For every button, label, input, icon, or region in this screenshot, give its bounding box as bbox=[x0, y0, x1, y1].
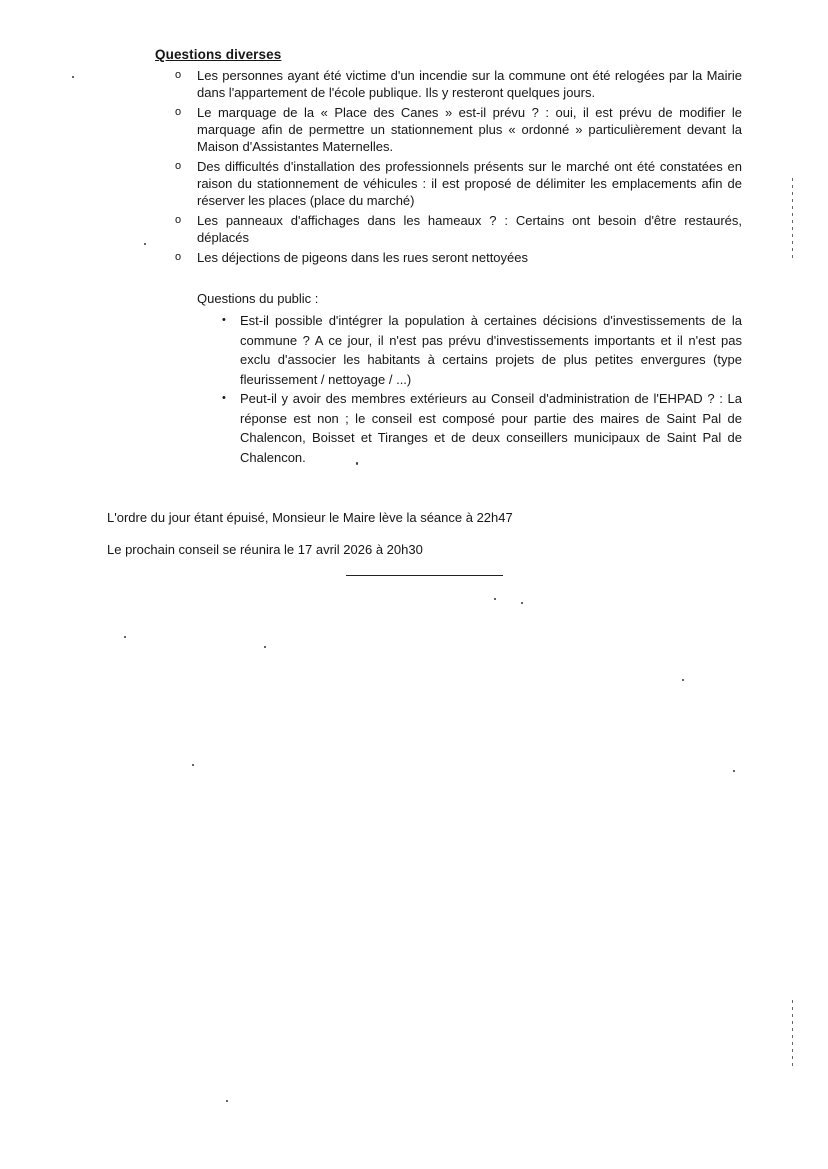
public-question-item bbox=[222, 311, 742, 389]
list-item bbox=[170, 249, 742, 266]
scan-speck bbox=[226, 1100, 228, 1102]
questions-list bbox=[170, 67, 742, 269]
scan-speck bbox=[144, 243, 146, 245]
list-item-text: Le marquage de la « Place des Canes » est-il prévu ? : oui, il est prévu de modifier le marquage afin de permettre un stationnement plus « ordonné » particulièrement devant la Maison d'Assistantes Maternelles. bbox=[197, 105, 742, 154]
scan-speck bbox=[192, 764, 194, 766]
list-item bbox=[170, 212, 742, 246]
scan-speck bbox=[124, 636, 126, 638]
scan-speck bbox=[494, 598, 496, 600]
circle-bullet-icon: o bbox=[175, 69, 182, 81]
list-item bbox=[170, 158, 742, 209]
disc-bullet-icon: • bbox=[222, 314, 226, 326]
disc-bullet-icon: • bbox=[222, 392, 226, 404]
scan-edge-mark bbox=[792, 1000, 793, 1070]
circle-bullet-icon: o bbox=[175, 251, 182, 263]
section-title: Questions diverses bbox=[155, 47, 282, 62]
public-questions-list bbox=[222, 311, 742, 467]
scan-speck bbox=[682, 679, 684, 681]
public-question-item bbox=[222, 389, 742, 467]
public-question-text: Est-il possible d'intégrer la population à certaines décisions d'investissements de la commune ? A ce jour, il n'est pas prévu d'investissements importants et il n'est pas exclu d'associer les habitants à certains projets de plus petites envergures (type fleurissement / nettoyage / ...) bbox=[240, 313, 742, 387]
scan-speck bbox=[521, 602, 523, 604]
list-item-text: Les panneaux d'affichages dans les hameaux ? : Certains ont besoin d'être restaurés, déplacés bbox=[197, 213, 742, 245]
list-item-text: Les déjections de pigeons dans les rues seront nettoyées bbox=[197, 250, 528, 265]
scan-speck bbox=[356, 462, 358, 465]
list-item bbox=[170, 104, 742, 155]
signature-line bbox=[346, 575, 503, 576]
closing-statement: L'ordre du jour étant épuisé, Monsieur le Maire lève la séance à 22h47 bbox=[107, 510, 513, 525]
list-item bbox=[170, 67, 742, 101]
scan-speck bbox=[733, 770, 735, 772]
scan-speck bbox=[264, 646, 266, 648]
scan-edge-mark bbox=[792, 178, 793, 258]
next-meeting-statement: Le prochain conseil se réunira le 17 avril 2026 à 20h30 bbox=[107, 542, 423, 557]
public-questions-title: Questions du public : bbox=[197, 291, 319, 306]
list-item-text: Des difficultés d'installation des professionnels présents sur le marché ont été constatées en raison du stationnement de véhicules : il est proposé de délimiter les emplacements afin de réserver les places (place du marché) bbox=[197, 159, 742, 208]
circle-bullet-icon: o bbox=[175, 214, 182, 226]
list-item-text: Les personnes ayant été victime d'un incendie sur la commune ont été relogées par la Mairie dans l'appartement de l'école publique. Ils y resteront quelques jours. bbox=[197, 68, 742, 100]
circle-bullet-icon: o bbox=[175, 106, 182, 118]
scan-speck bbox=[72, 76, 74, 78]
circle-bullet-icon: o bbox=[175, 160, 182, 172]
public-question-text: Peut-il y avoir des membres extérieurs au Conseil d'administration de l'EHPAD ? : La réponse est non ; le conseil est composé pour partie des maires de Saint Pal de Chalencon, Boisset et Tiranges et de deux conseillers municipaux de Saint Pal de Chalencon. bbox=[240, 391, 742, 465]
